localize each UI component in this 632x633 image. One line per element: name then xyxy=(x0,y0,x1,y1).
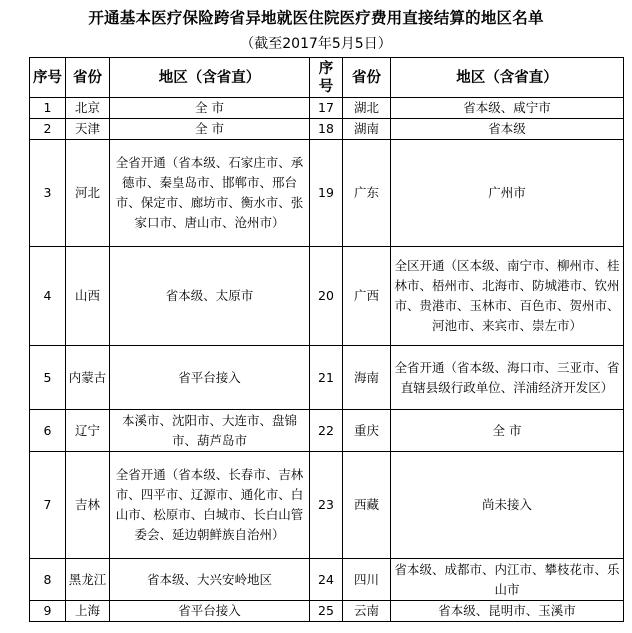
header-province-right: 省份 xyxy=(343,58,391,98)
row-province-right: 湖南 xyxy=(343,119,391,140)
row-no-right: 22 xyxy=(310,410,343,452)
table-row xyxy=(30,247,624,346)
row-province-left: 天津 xyxy=(66,119,110,140)
row-region-left: 全 市 xyxy=(110,119,310,140)
row-no-right: 17 xyxy=(310,98,343,119)
row-region-left: 省本级、大兴安岭地区 xyxy=(110,559,310,601)
row-province-left: 北京 xyxy=(66,98,110,119)
row-region-right: 全省开通（省本级、海口市、三亚市、省直辖县级行政单位、洋浦经济开发区） xyxy=(391,346,624,410)
header-no-left: 序号 xyxy=(30,58,66,98)
row-region-right: 省本级、成都市、内江市、攀枝花市、乐山市 xyxy=(391,559,624,601)
row-no-left: 6 xyxy=(30,410,66,452)
row-region-right: 广州市 xyxy=(391,140,624,247)
row-province-right: 西藏 xyxy=(343,452,391,559)
table-row xyxy=(30,346,624,410)
region-table xyxy=(29,57,624,622)
row-no-right: 19 xyxy=(310,140,343,247)
row-region-left: 全省开通（省本级、长春市、吉林市、四平市、辽源市、通化市、白山市、松原市、白城市、长白山管委会、延边朝鲜族自治州） xyxy=(110,452,310,559)
row-province-left: 黑龙江 xyxy=(66,559,110,601)
table-row xyxy=(30,452,624,559)
row-no-left: 2 xyxy=(30,119,66,140)
row-region-right: 全 市 xyxy=(391,410,624,452)
table-row xyxy=(30,119,624,140)
row-no-right: 23 xyxy=(310,452,343,559)
row-province-right: 湖北 xyxy=(343,98,391,119)
row-region-left: 全省开通（省本级、石家庄市、承德市、秦皇岛市、邯郸市、邢台市、保定市、廊坊市、衡水市、张家口市、唐山市、沧州市） xyxy=(110,140,310,247)
table-row xyxy=(30,140,624,247)
row-no-left: 7 xyxy=(30,452,66,559)
row-no-right: 18 xyxy=(310,119,343,140)
table-row xyxy=(30,601,624,622)
header-no-right: 序号 xyxy=(310,58,343,98)
table-row xyxy=(30,410,624,452)
row-province-right: 广东 xyxy=(343,140,391,247)
row-no-right: 21 xyxy=(310,346,343,410)
header-region-left: 地区（含省直） xyxy=(110,58,310,98)
row-province-left: 辽宁 xyxy=(66,410,110,452)
row-province-left: 山西 xyxy=(66,247,110,346)
row-province-left: 河北 xyxy=(66,140,110,247)
row-province-left: 内蒙古 xyxy=(66,346,110,410)
row-region-right: 尚未接入 xyxy=(391,452,624,559)
row-region-right: 省本级、咸宁市 xyxy=(391,98,624,119)
row-no-left: 3 xyxy=(30,140,66,247)
row-no-right: 25 xyxy=(310,601,343,622)
row-province-right: 海南 xyxy=(343,346,391,410)
row-region-left: 省平台接入 xyxy=(110,346,310,410)
row-province-left: 吉林 xyxy=(66,452,110,559)
row-province-right: 广西 xyxy=(343,247,391,346)
row-region-right: 省本级、昆明市、玉溪市 xyxy=(391,601,624,622)
document-title: 开通基本医疗保险跨省异地就医住院医疗费用直接结算的地区名单 xyxy=(88,9,544,27)
table-row xyxy=(30,98,624,119)
row-no-right: 20 xyxy=(310,247,343,346)
table-row xyxy=(30,559,624,601)
row-no-left: 8 xyxy=(30,559,66,601)
header-region-right: 地区（含省直） xyxy=(391,58,624,98)
row-no-left: 9 xyxy=(30,601,66,622)
row-region-right: 省本级 xyxy=(391,119,624,140)
header-province-left: 省份 xyxy=(66,58,110,98)
row-no-left: 5 xyxy=(30,346,66,410)
row-no-right: 24 xyxy=(310,559,343,601)
document-subtitle: （截至2017年5月5日） xyxy=(240,36,392,52)
row-region-left: 省平台接入 xyxy=(110,601,310,622)
row-province-right: 四川 xyxy=(343,559,391,601)
row-province-right: 云南 xyxy=(343,601,391,622)
row-province-left: 上海 xyxy=(66,601,110,622)
table-header-row xyxy=(30,58,624,98)
row-region-left: 省本级、太原市 xyxy=(110,247,310,346)
row-region-left: 全 市 xyxy=(110,98,310,119)
row-region-left: 本溪市、沈阳市、大连市、盘锦市、葫芦岛市 xyxy=(110,410,310,452)
row-no-left: 4 xyxy=(30,247,66,346)
row-region-right: 全区开通（区本级、南宁市、柳州市、桂林市、梧州市、北海市、防城港市、钦州市、贵港市、玉林市、百色市、贺州市、河池市、来宾市、崇左市） xyxy=(391,247,624,346)
row-province-right: 重庆 xyxy=(343,410,391,452)
row-no-left: 1 xyxy=(30,98,66,119)
